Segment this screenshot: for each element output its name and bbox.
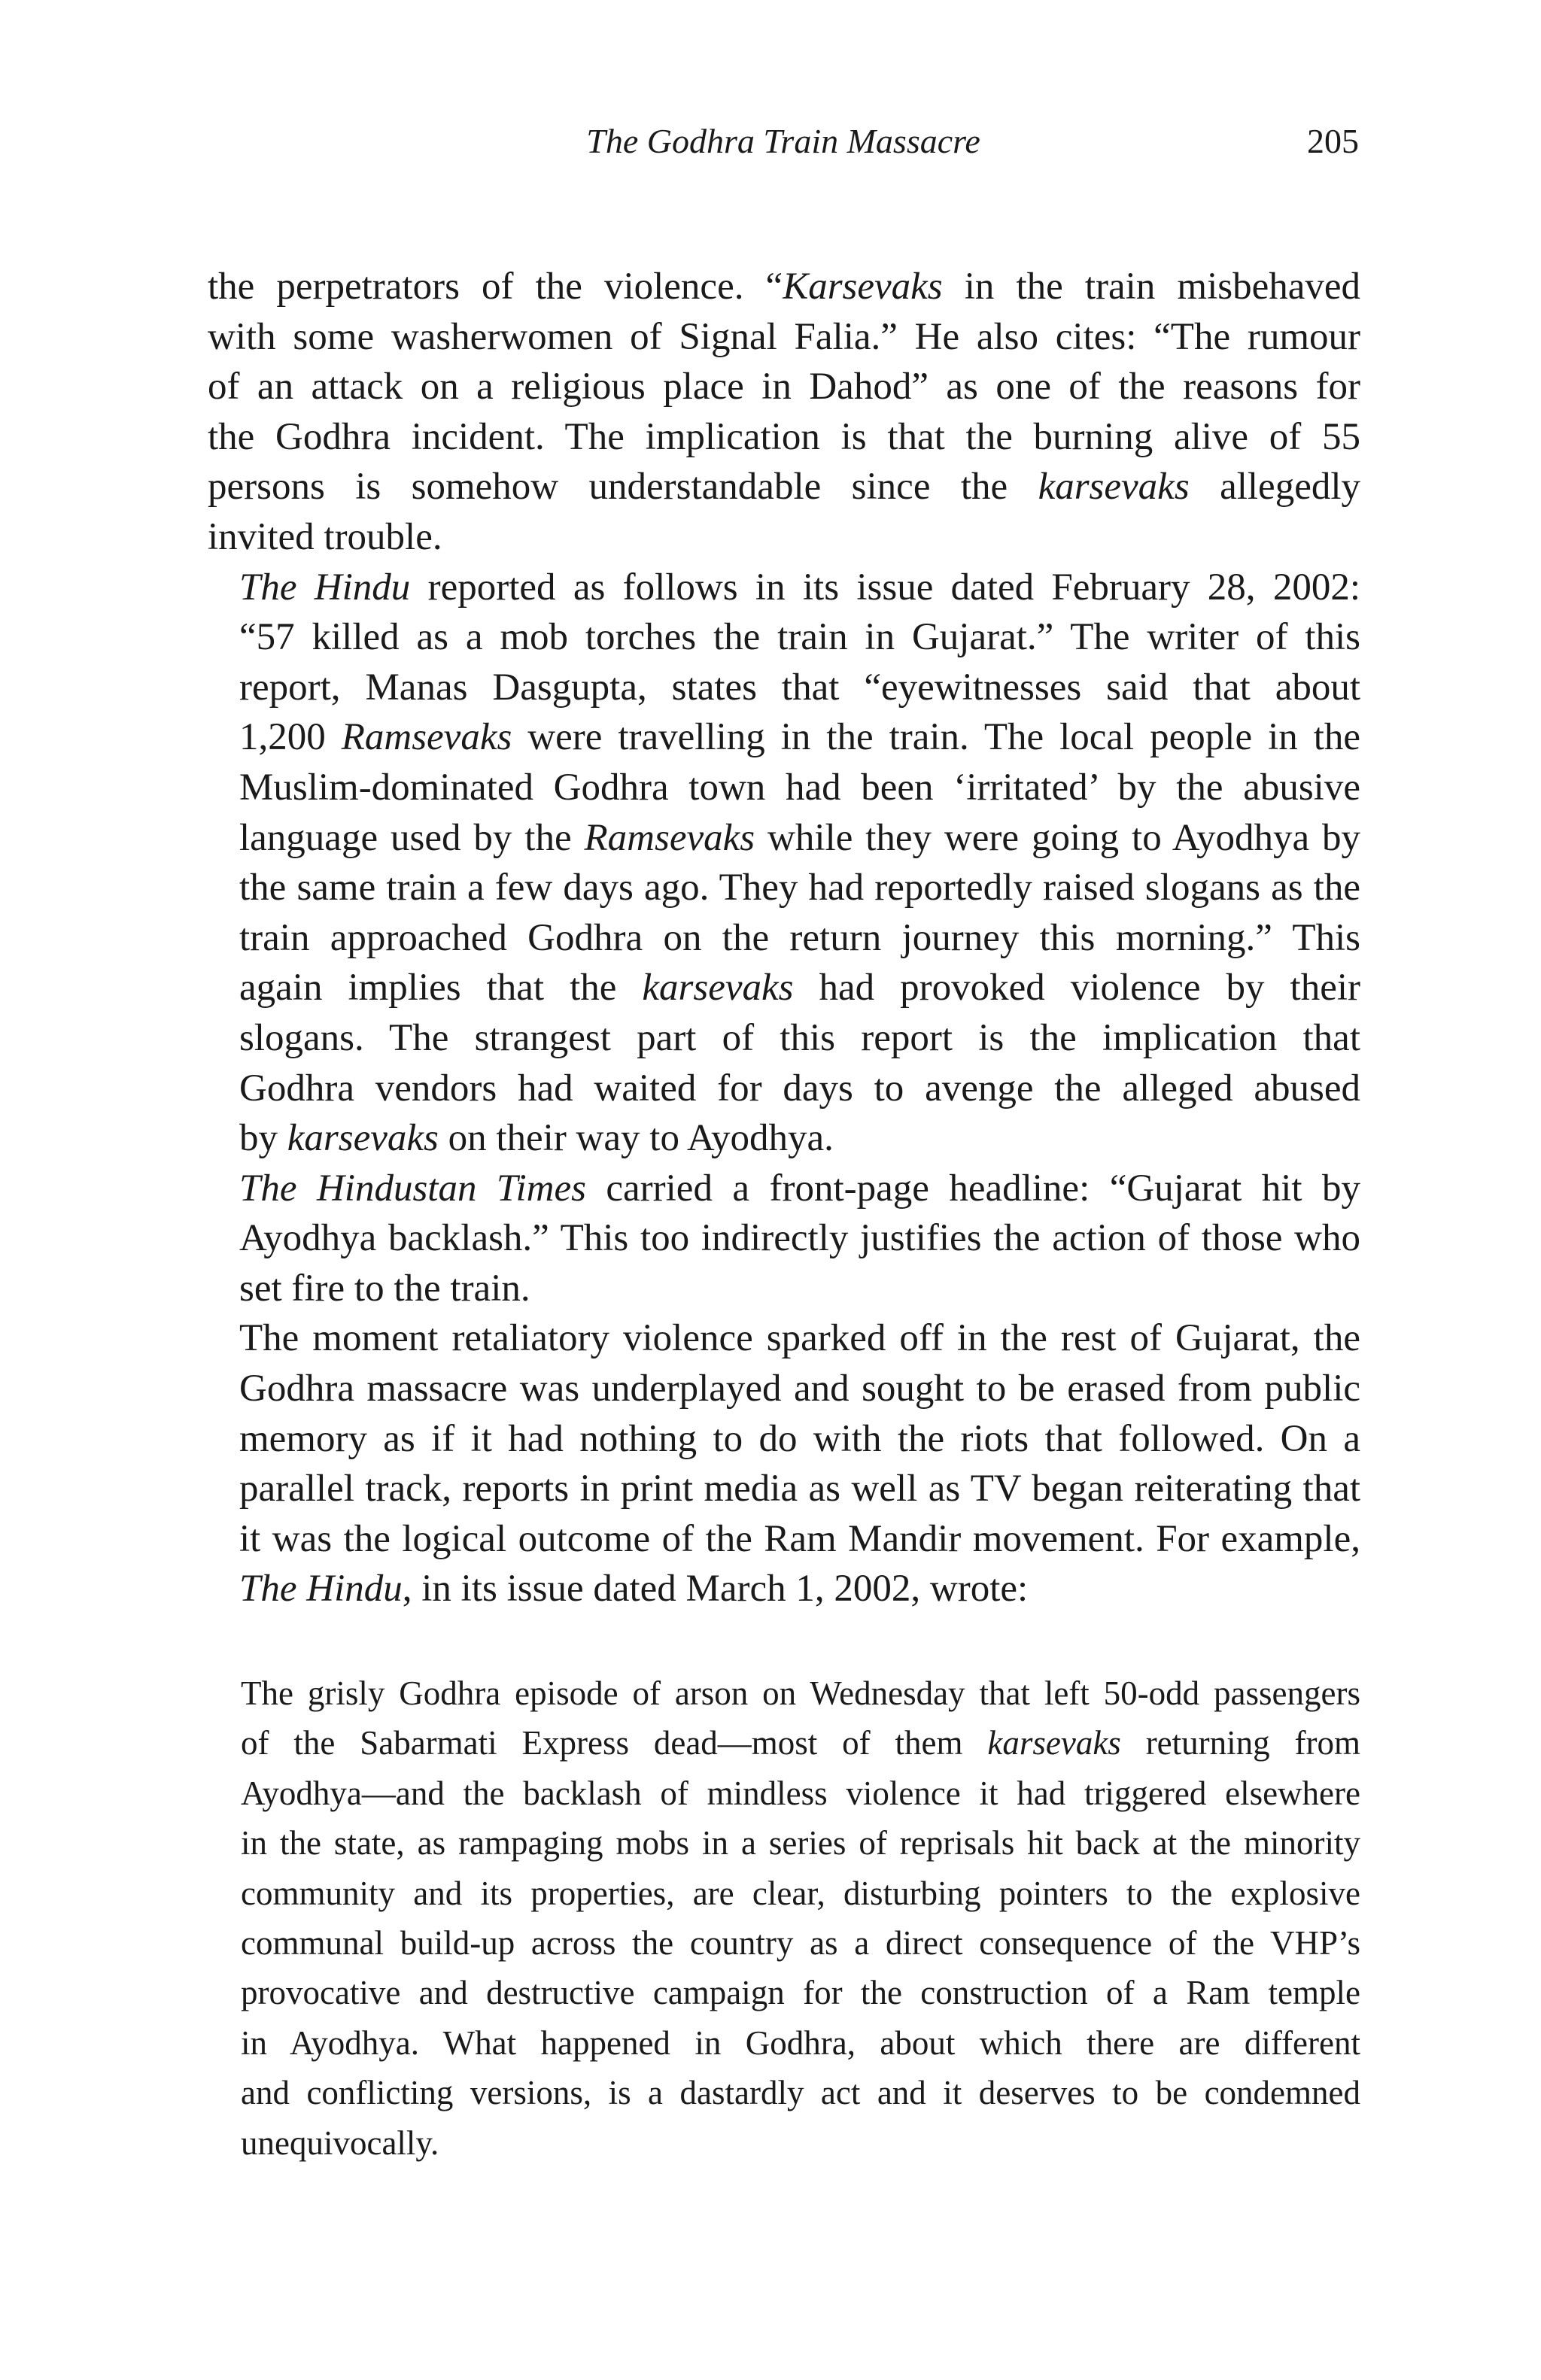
- text-line: [208, 1313, 1360, 1364]
- text-line: [241, 1968, 1360, 2017]
- text-run: in the state, as rampaging mobs in a series of reprisals hit back at the minority: [241, 1824, 1360, 1862]
- text-run: reported as follows in its issue dated February 28, 2002:: [410, 566, 1361, 609]
- italic-text: karsevaks: [642, 967, 794, 1009]
- body-text: [208, 262, 1360, 1614]
- text-line: [208, 412, 1360, 463]
- text-run: language used by the: [239, 816, 585, 859]
- text-line: [241, 2118, 1360, 2168]
- text-line: [241, 1718, 1360, 1768]
- paragraph: [208, 1313, 1360, 1614]
- text-line: [208, 262, 1360, 312]
- italic-text: Ramsevaks: [584, 816, 755, 859]
- text-line: [241, 1668, 1360, 1718]
- text-run: the Godhra incident. The implication is that the burning alive of 55: [208, 415, 1360, 458]
- text-run: were travelling in the train. The local people in the: [512, 716, 1361, 759]
- text-line: [208, 663, 1360, 713]
- text-line: [208, 913, 1360, 964]
- text-line: [208, 1264, 1360, 1314]
- text-line: [241, 2018, 1360, 2068]
- text-run: while they were going to Ayodhya by: [755, 816, 1360, 859]
- text-run: allegedly: [1189, 466, 1360, 508]
- text-run: provocative and destructive campaign for the construction of a Ram temple: [241, 1974, 1360, 2012]
- text-line: [208, 512, 1360, 563]
- italic-text: The Hindustan Times: [239, 1167, 586, 1210]
- text-run: carried a front-page headline: “Gujarat hit by: [585, 1167, 1360, 1210]
- text-line: [208, 963, 1360, 1013]
- running-title: The Godhra Train Massacre: [586, 122, 980, 160]
- running-head: [208, 119, 1359, 164]
- italic-text: The Hindu: [239, 1568, 403, 1610]
- text-line: [208, 1364, 1360, 1414]
- text-run: had provoked violence by their: [793, 967, 1360, 1009]
- text-line: [241, 2068, 1360, 2117]
- text-line: [241, 1918, 1360, 1968]
- text-run: train approached Godhra on the return journey this morning.” This: [239, 916, 1360, 959]
- text-run: memory as if it had nothing to do with the riots that followed. On a: [239, 1417, 1360, 1460]
- italic-text: The Hindu: [239, 566, 411, 609]
- text-run: Ayodhya—and the backlash of mindless violence it had triggered elsewhere: [241, 1774, 1360, 1812]
- text-run: community and its properties, are clear, disturbing pointers to the explosive: [241, 1874, 1360, 1912]
- italic-text: Karsevaks: [783, 266, 943, 308]
- paragraph: [208, 563, 1360, 1164]
- text-run: persons is somehow understandable since the: [208, 466, 1038, 508]
- text-line: [208, 863, 1360, 913]
- text-run: the same train a few days ago. They had reportedly raised slogans as the: [239, 867, 1360, 909]
- text-run: in Ayodhya. What happened in Godhra, about which there are different: [241, 2023, 1360, 2062]
- page-number: 205: [1307, 122, 1359, 160]
- paragraph: [208, 262, 1360, 563]
- text-run: The moment retaliatory violence sparked off in the rest of Gujarat, the: [239, 1317, 1360, 1360]
- text-run: with some washerwomen of Signal Falia.” He also cites: “The rumour: [208, 315, 1360, 358]
- text-run: The grisly Godhra episode of arson on Wednesday that left 50-odd passengers: [241, 1674, 1360, 1712]
- block-quote: [241, 1668, 1360, 2168]
- text-run: of an attack on a religious place in Dahod” as one of the reasons for: [208, 366, 1360, 408]
- text-line: [208, 563, 1360, 613]
- text-run: returning from: [1120, 1724, 1360, 1762]
- text-run: in the train misbehaved: [942, 266, 1361, 308]
- text-line: [208, 1414, 1360, 1465]
- text-line: [208, 1213, 1360, 1264]
- text-run: and conflicting versions, is a dastardly act and it deserves to be condemned: [241, 2074, 1360, 2112]
- paragraph: [208, 1164, 1360, 1314]
- text-run: on their way to Ayodhya.: [438, 1117, 834, 1160]
- text-run: it was the logical outcome of the Ram Mandir movement. For example,: [239, 1517, 1360, 1560]
- text-run: Godhra vendors had waited for days to avenge the alleged abused: [239, 1067, 1360, 1110]
- text-line: [208, 462, 1360, 512]
- text-line: [208, 1564, 1360, 1614]
- text-run: “57 killed as a mob torches the train in Gujarat.” The writer of this: [239, 616, 1360, 659]
- italic-text: karsevaks: [287, 1117, 439, 1160]
- text-line: [208, 612, 1360, 663]
- text-run: 1,200: [239, 716, 342, 759]
- text-run: communal build-up across the country as a direct consequence of the VHP’s: [241, 1924, 1360, 1963]
- text-run: of the Sabarmati Express dead—most of them: [241, 1724, 988, 1762]
- text-line: [208, 1064, 1360, 1114]
- text-run: slogans. The strangest part of this report is the implication that: [239, 1016, 1360, 1059]
- text-run: Godhra massacre was underplayed and sought to be erased from public: [239, 1368, 1360, 1410]
- text-line: [241, 1818, 1360, 1868]
- text-run: again implies that the: [239, 967, 643, 1009]
- italic-text: karsevaks: [1038, 466, 1190, 508]
- text-run: the perpetrators of the violence. “: [208, 266, 783, 308]
- text-line: [208, 813, 1360, 864]
- text-line: [208, 1013, 1360, 1064]
- italic-text: Ramsevaks: [341, 716, 512, 759]
- italic-text: karsevaks: [987, 1724, 1121, 1762]
- text-run: parallel track, reports in print media as well as TV began reiterating that: [239, 1468, 1360, 1510]
- text-line: [208, 312, 1360, 363]
- text-run: , in its issue dated March 1, 2002, wrote:: [402, 1568, 1029, 1610]
- text-run: Ayodhya backlash.” This too indirectly justifies the action of those who: [239, 1217, 1360, 1260]
- text-line: [208, 362, 1360, 412]
- text-run: by: [239, 1117, 287, 1160]
- text-line: [208, 1514, 1360, 1565]
- text-line: [208, 1164, 1360, 1214]
- text-line: [208, 1464, 1360, 1514]
- text-line: [241, 1868, 1360, 1918]
- text-run: set fire to the train.: [239, 1267, 530, 1310]
- text-run: unequivocally.: [241, 2123, 439, 2162]
- text-run: Muslim-dominated Godhra town had been ‘irritated’ by the abusive: [239, 766, 1360, 809]
- text-run: invited trouble.: [208, 515, 442, 558]
- text-line: [241, 1768, 1360, 1818]
- text-line: [208, 1113, 1360, 1164]
- text-run: report, Manas Dasgupta, states that “eyewitnesses said that about: [239, 666, 1360, 709]
- text-line: [208, 712, 1360, 763]
- text-line: [208, 763, 1360, 813]
